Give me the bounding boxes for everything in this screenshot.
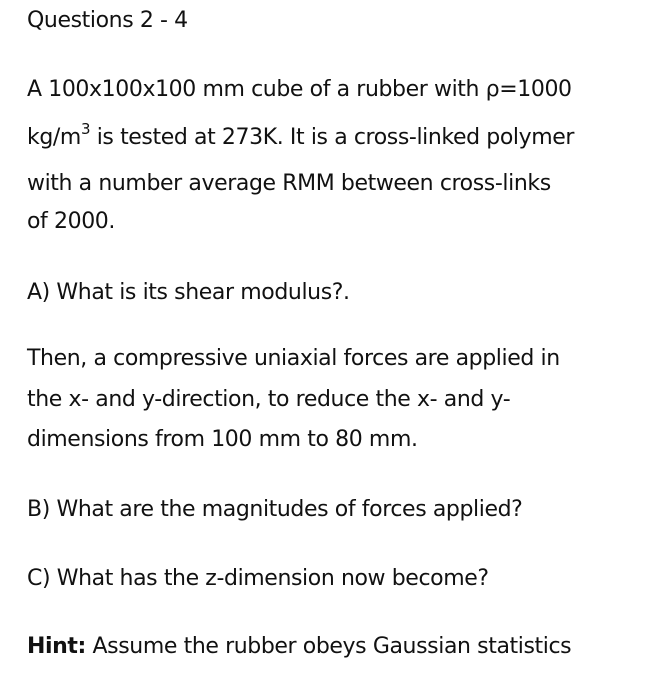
density-unit: kg/m (27, 125, 81, 150)
setup-line-1: Then, a compressive uniaxial forces are applied in (27, 346, 560, 371)
intro-line-3: with a number average RMM between cross-links (27, 171, 551, 196)
intro-line-1: A 100x100x100 mm cube of a rubber with ρ=1000 (27, 77, 572, 102)
intro-line-4: of 2000. (27, 209, 115, 234)
unit-exponent: 3 (80, 119, 91, 138)
hint (27, 634, 571, 660)
question-b: B) What are the magnitudes of forces applied? (27, 497, 523, 522)
setup-line-3: dimensions from 100 mm to 80 mm. (27, 427, 418, 452)
question-a: A) What is its shear modulus?. (27, 280, 350, 305)
intro-line-2 (27, 119, 575, 151)
hint-text: Assume the rubber obeys Gaussian statistics (85, 634, 572, 659)
hint-label: Hint: (27, 634, 86, 659)
questions-heading: Questions 2 - 4 (27, 8, 188, 33)
question-c: C) What has the z-dimension now become? (27, 566, 489, 591)
intro-line-2-rest: is tested at 273K. It is a cross-linked polymer (90, 125, 575, 150)
setup-line-2: the x- and y-direction, to reduce the x- and y- (27, 387, 511, 412)
